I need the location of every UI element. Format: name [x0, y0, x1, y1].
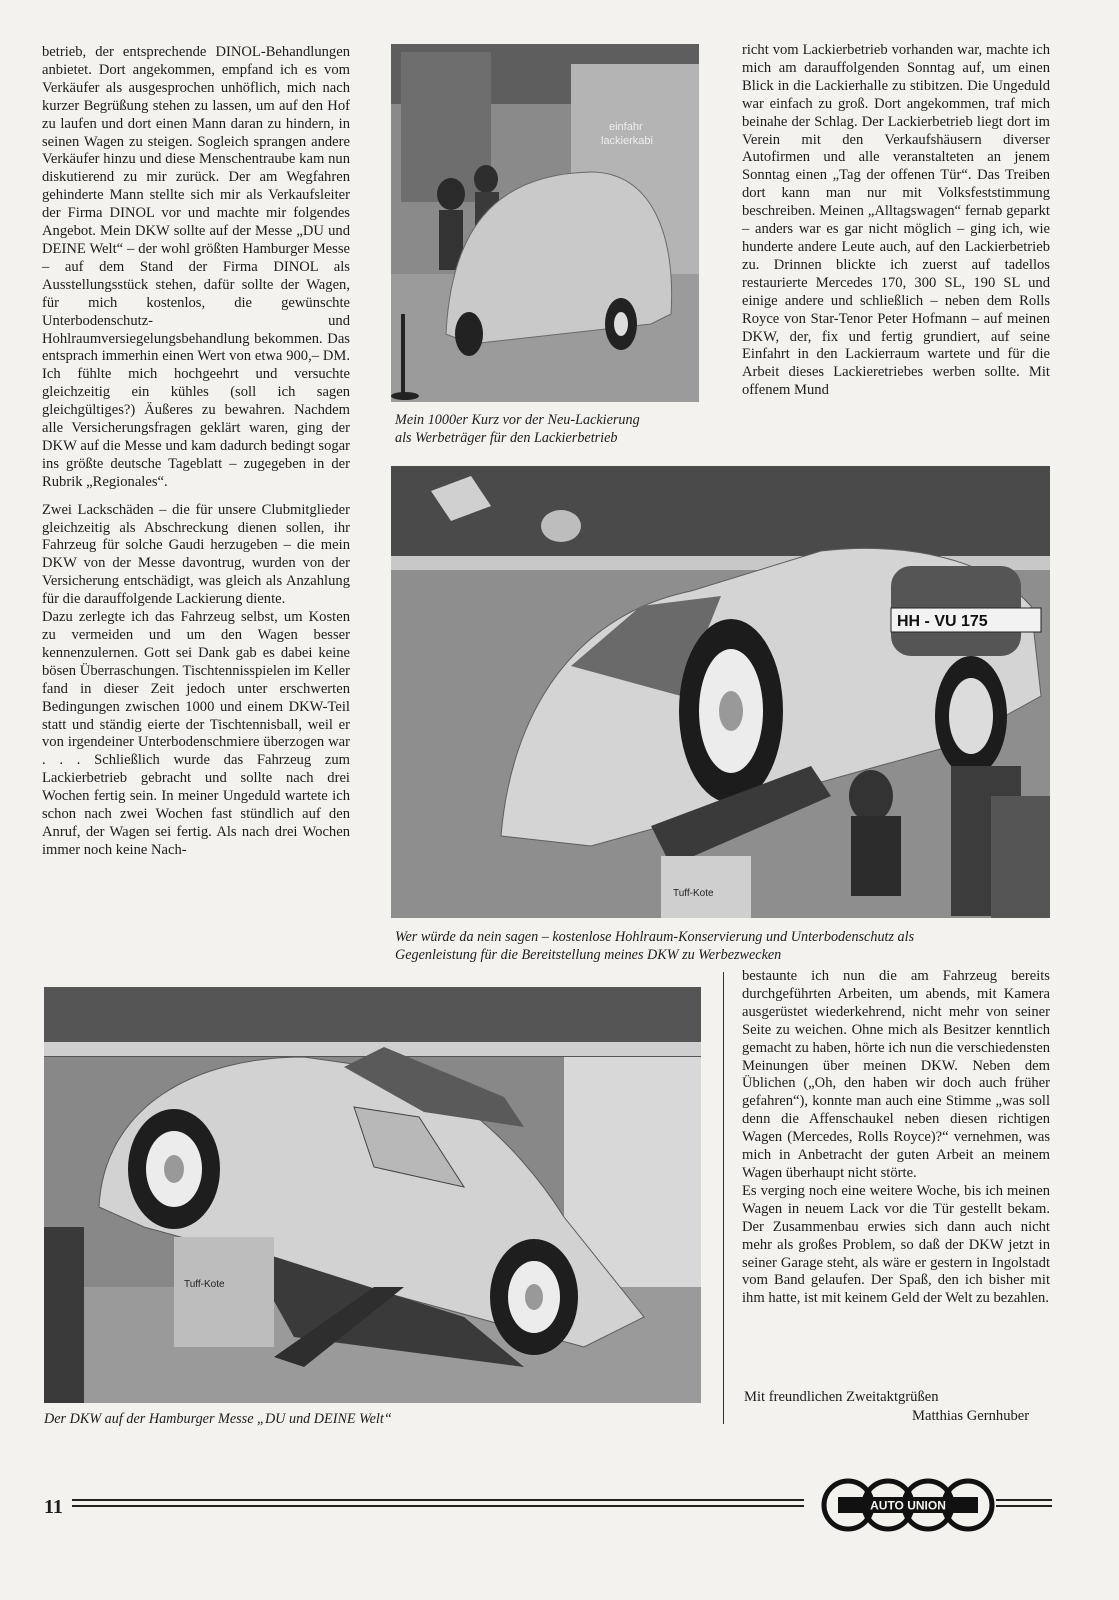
- author-name: Matthias Gernhuber: [912, 1408, 1030, 1424]
- footer-rule: [996, 1499, 1052, 1501]
- paragraph: bestaunte ich nun die am Fahrzeug bereits durchgeführten Arbeiten, um abends, mit Kamera ausgerüstet wiederkehrend, nicht mehr von seiner Seite zu weichen. Ohne mich als Besitzer kenntlich gemacht zu haben, hörte ich nun die verschiedensten Meinungen über meinen DKW. Neben dem Üblichen („Oh, den haben wir doch auch früher gefahren“), konnte man auch eine Stimme „was soll denn die Affenschaukel neben diesen richtigen Wagen (Mercedes, Rolls Royce)?“ vernehmen, was mich in Anbetracht der guten Arbeit an meinem Wagen überhaupt nicht störte.: [742, 968, 1050, 1181]
- logo-text: AUTO UNION: [870, 1498, 946, 1513]
- photo-dkw-before-painting: [391, 44, 699, 402]
- sign-text: Tuff-Kote: [673, 888, 714, 899]
- paragraph: Dazu zerlegte ich das Fahrzeug selbst, um Kosten zu vermeiden und um den Wagen besser kennenzulernen. Gott sei Dank gab es dabei keine bösen Überraschungen. Tischtennisspielen im Keller fand in dieser Zeit jedoch unter erschwerten Bedingungen zwischen 1000 und einem DKW-Teil statt und ständig eierte der Tischtennisball, weil er von irgendeiner Unterbodenschmiere überzogen war . . . Schließlich wurde das Fahrzeug zum Lackierbetrieb gebracht und sollte nach drei Wochen fertig sein. In meiner Ungeduld wartete ich schon nach zwei Wochen fast stündlich auf den Anruf, der Wagen sei fertig. Als nach drei Wochen immer noch keine Nach-: [42, 609, 350, 858]
- paragraph: Zwei Lackschäden – die für unsere Clubmitglieder gleichzeitig als Abschreckung dienen sollen, ihr Fahrzeug für solche Gaudi herzugeben – die mein DKW von der Messe davontrug, wurden von der Versicherung entschädigt, was gleich als Anzahlung für die darauffolgende Lackierung diente.: [42, 501, 350, 608]
- auto-union-logo: [818, 1474, 998, 1536]
- paragraph: richt vom Lackierbetrieb vorhanden war, machte ich mich am darauffolgenden Sonntag auf, um einen Blick in die Lackierhalle zu stibitzen. Die Ungeduld war einfach zu groß. Dort angekommen, traf mich beinahe der Schlag. Der Lackierbetrieb liegt dort im Verein mit den Verkaufshäusern diverser Autofirmen und alle veranstalteten an jenem Sonntag einen „Tag der offenen Tür“. Das Treiben dort kann man nur mit Volksfeststimmung beschreiben. Meinen „Alltagswagen“ fernab geparkt – anders war es gar nicht möglich – ging ich, wie hunderte andere Leute auch, auf den Lackierbetrieb zu. Drinnen blickte ich zuerst auf tadellos restaurierte Mercedes 170, 300 SL, 190 SL und einige andere und schließlich – neben dem Rolls Royce von Star-Tenor Peter Hofmann – auf meinen DKW, der, fix und fertig grundiert, auf seine Einfahrt in den Lackierraum wartete und für die Arbeit dieses Lackieretriebes werben sollte. Mit offenem Mund: [742, 42, 1050, 399]
- sign-text: lackierkabi: [601, 135, 653, 147]
- column-divider: [723, 972, 724, 1424]
- paragraph: Es verging noch eine weitere Woche, bis ich meinen Wagen in neuem Lack vor die Tür gestellt bekam. Der Zusammenbau erwies sich dann auch nicht mehr als großes Problem, so daß der DKW jetzt in seiner Garage steht, als wäre er gestern in Ingolstadt vom Band gelaufen. Der Spaß, den ich bisher mit ihm hatte, ist mit keinem Geld der Welt zu bezahlen.: [742, 1182, 1050, 1307]
- photo-dkw-on-lift: [391, 466, 1050, 918]
- middle-photo-caption: [395, 929, 1055, 964]
- right-text-column-bottom: [742, 968, 1050, 1308]
- caption-line: Gegenleistung für die Bereitstellung meines DKW zu Werbezwecken: [395, 946, 782, 963]
- sign-text: Tuff-Kote: [184, 1279, 225, 1290]
- license-plate-text: HH - VU 175: [897, 613, 988, 630]
- greeting: Mit freundlichen Zweitaktgrüßen: [744, 1389, 939, 1405]
- footer-rule: [72, 1499, 804, 1501]
- bottom-photo-caption: Der DKW auf der Hamburger Messe „DU und DEINE Welt“: [44, 1411, 392, 1427]
- footer-rule: [996, 1505, 1052, 1507]
- caption-line: Wer würde da nein sagen – kostenlose Hohlraum-Konservierung und Unterbodenschutz als: [395, 929, 915, 945]
- left-text-column: [42, 44, 350, 860]
- footer-rule: [72, 1505, 804, 1507]
- caption-line: als Werbeträger für den Lackierbetrieb: [395, 429, 618, 446]
- right-text-column-top: [742, 42, 1050, 400]
- top-photo-caption: [395, 412, 705, 447]
- caption-line: Mein 1000er Kurz vor der Neu-Lackierung: [395, 412, 640, 428]
- photo-dkw-at-fair: [44, 987, 701, 1403]
- page-number: 11: [44, 1496, 63, 1518]
- sign-text: einfahr: [609, 121, 643, 133]
- paragraph: betrieb, der entsprechende DINOL-Behandlungen anbietet. Dort angekommen, empfand ich es vom Verkäufer als ausgesprochen unhöflich, mich nach kurzer Begrüßung stehen zu lassen, um auf den Hof zu laufen und dort einen Mann daran zu hindern, in seinen Wagen zu steigen. Sogleich sprangen andere Verkäufer hinzu und diese Menschentraube kam nun diskutierend zu mir zurück. Der am Wegfahren gehinderte Mann stellte sich mir als Verkaufsleiter der Firma DINOL vor und machte mir folgendes Angebot. Mein DKW sollte auf der Messe „DU und DEINE Welt“ – der wohl größten Hamburger Messe – auf dem Stand der Firma DINOL als Ausstellungsstück stehen, dafür sollte der Wagen, für mich kostenlos, die gewünschte Unterbodenschutz- und Hohlraumversiegelungsbehandlung bekommen. Das entsprach immerhin einen Wert von etwa 900,– DM. Ich fühlte mich hochgeehrt und versuchte gleichzeitig ein kühles (soll ich sagen gleichgültiges?) Äußeres zu bewahren. Nachdem alle Versicherungsfragen geklärt waren, ging der DKW auf die Messe und kam dadurch bedingt sogar ins größte deutsche Tageblatt – zugegeben in der Rubrik „Regionales“.: [42, 44, 350, 490]
